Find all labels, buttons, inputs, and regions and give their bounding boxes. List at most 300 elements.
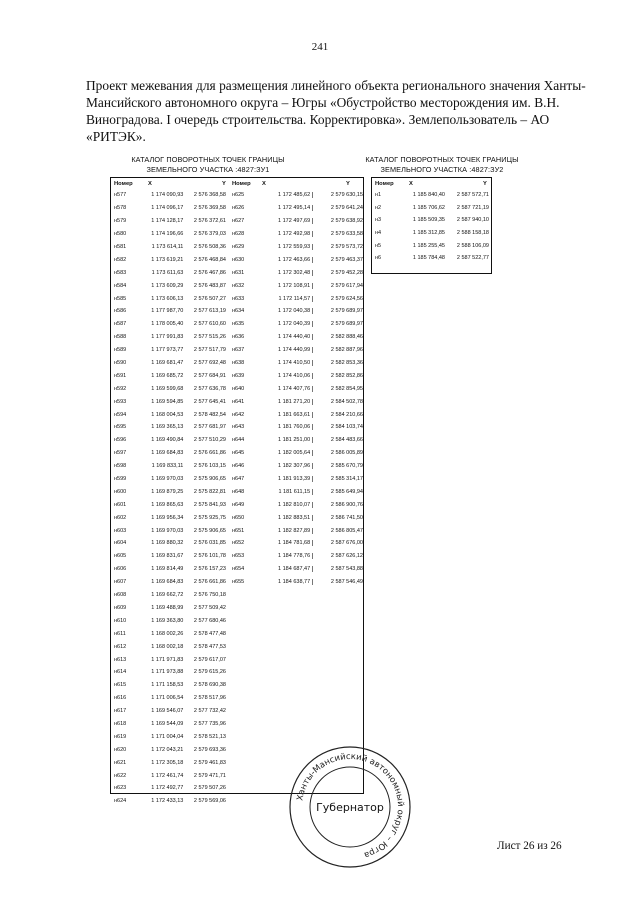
header-y: Y <box>222 180 226 187</box>
coord-x: 1 182 810,07 <box>278 501 311 508</box>
coord-x: 1 172 495,14 <box>278 205 311 212</box>
coord-x: 1 169 833,11 <box>151 463 184 470</box>
coord-y: 2 579 689,97 <box>312 321 363 327</box>
coord-x: 1 181 663,61 <box>278 411 311 418</box>
coord-x: 1 169 970,03 <box>151 527 184 534</box>
table-row <box>229 395 363 408</box>
coord-y: 2 582 852,86 <box>312 373 363 379</box>
coord-y: 2 587 721,19 <box>456 204 489 211</box>
point-number: н587 <box>114 321 127 328</box>
coord-x: 1 174 410,50 <box>278 360 311 367</box>
coord-x: 1 184 687,47 <box>278 566 311 573</box>
governor-seal <box>287 744 413 870</box>
document-title: Проект межевания для размещения линейного объекта регионального значения Ханты-Мансийского автономного округа – Югры «Обустройство месторождения им. В.Н. Виноградова. I очередь строительства. Корректировка». Землепользователь – АО «РИТЭК». <box>86 78 586 144</box>
table-row <box>111 395 226 408</box>
coord-x: 1 168 004,53 <box>151 411 184 418</box>
point-number: н584 <box>114 282 127 289</box>
coord-x: 1 177 991,83 <box>151 334 184 341</box>
table-row <box>229 357 363 370</box>
table-row <box>111 279 226 292</box>
coord-x: 1 181 251,00 <box>278 437 311 444</box>
table-row <box>111 344 226 357</box>
coord-x: 1 169 365,13 <box>151 424 184 431</box>
point-number: н590 <box>114 360 127 367</box>
coord-x: 1 169 544,09 <box>151 720 184 727</box>
table-row <box>229 550 363 563</box>
catalog2-caption-line2: ЗЕМЕЛЬНОГО УЧАСТКА :4827:ЗУ2 <box>380 165 504 174</box>
point-number: н651 <box>232 527 245 534</box>
coord-x: 1 185 255,45 <box>412 242 445 249</box>
coord-x: 1 169 831,67 <box>151 553 184 560</box>
table-row <box>111 589 226 602</box>
table-row <box>229 189 363 202</box>
coord-y: 2 579 693,36 <box>193 746 226 753</box>
coord-y: 2 576 483,87 <box>193 282 226 289</box>
table-row <box>111 473 226 486</box>
table-row <box>229 498 363 511</box>
coord-x: 1 184 638,77 <box>278 579 311 586</box>
catalog1-caption-line2: ЗЕМЕЛЬНОГО УЧАСТКА :4827:ЗУ1 <box>146 165 270 174</box>
catalog1-caption <box>108 155 308 175</box>
point-number: н635 <box>232 321 245 328</box>
point-number: н645 <box>232 450 245 457</box>
coord-x: 1 169 594,85 <box>151 398 184 405</box>
seal-center-text: Губернатор <box>316 801 384 814</box>
table-row <box>372 252 491 265</box>
coord-y: 2 588 158,18 <box>456 230 489 237</box>
coord-y: 2 585 670,79 <box>312 463 363 469</box>
coord-y: 2 582 888,46 <box>312 334 363 340</box>
header-x: X <box>262 180 266 187</box>
coord-y: 2 575 841,93 <box>193 501 226 508</box>
table-row <box>229 253 363 266</box>
table-row <box>111 782 226 795</box>
catalog2-rows <box>372 189 491 265</box>
coord-y: 2 577 610,60 <box>193 321 226 328</box>
point-number: н599 <box>114 476 127 483</box>
coord-y: 2 579 689,97 <box>312 308 363 314</box>
table-row <box>111 266 226 279</box>
point-number: н577 <box>114 192 127 199</box>
point-number: н607 <box>114 579 127 586</box>
point-number: н606 <box>114 566 127 573</box>
table-row <box>229 460 363 473</box>
coord-y: 2 586 741,50 <box>312 515 363 521</box>
coord-y: 2 579 615,26 <box>193 669 226 676</box>
point-number: н593 <box>114 398 127 405</box>
coord-x: 1 172 043,21 <box>151 746 184 753</box>
point-number: н4 <box>375 230 382 237</box>
coord-x: 1 169 546,07 <box>151 708 184 715</box>
table-row <box>111 795 226 808</box>
catalog2-column <box>372 178 491 265</box>
catalog1-right-rows <box>229 189 363 589</box>
coord-y: 2 577 517,79 <box>193 347 226 354</box>
table-row <box>111 627 226 640</box>
coord-x: 1 171 004,04 <box>151 733 184 740</box>
point-number: н578 <box>114 205 127 212</box>
point-number: н652 <box>232 540 245 547</box>
catalog2-header <box>372 178 491 189</box>
point-number: н650 <box>232 514 245 521</box>
coord-y: 2 584 103,74 <box>312 424 363 430</box>
point-number: н641 <box>232 398 245 405</box>
coord-x: 1 174 410,06 <box>278 372 311 379</box>
header-number: Номер <box>114 180 133 187</box>
coord-y: 2 576 508,36 <box>193 244 226 250</box>
point-number: н634 <box>232 308 245 315</box>
table-row <box>111 460 226 473</box>
coord-x: 1 181 913,39 <box>278 476 311 483</box>
coord-x: 1 172 497,69 <box>278 218 311 225</box>
coord-x: 1 184 778,76 <box>278 553 311 560</box>
coord-y: 2 575 822,81 <box>193 488 226 495</box>
point-number: н585 <box>114 295 127 302</box>
point-number: н644 <box>232 437 245 444</box>
point-number: н581 <box>114 244 127 250</box>
coord-x: 1 169 681,47 <box>151 360 184 367</box>
point-number: н630 <box>232 256 245 263</box>
coord-x: 1 177 973,77 <box>151 347 184 354</box>
table-row <box>111 524 226 537</box>
point-number: н625 <box>232 192 245 199</box>
point-number: н603 <box>114 527 127 534</box>
point-number: н594 <box>114 411 127 418</box>
point-number: н631 <box>232 269 245 276</box>
coord-x: 1 182 005,64 <box>278 450 311 457</box>
coord-y: 2 579 624,56 <box>312 296 363 302</box>
point-number: н605 <box>114 553 127 560</box>
coord-x: 1 169 865,63 <box>151 501 184 508</box>
table-row <box>372 227 491 240</box>
coord-x: 1 169 814,49 <box>151 566 184 573</box>
table-row <box>111 202 226 215</box>
page-number: 241 <box>311 41 329 53</box>
catalog1-left-column <box>111 178 226 808</box>
coord-x: 1 169 684,83 <box>151 579 184 586</box>
table-row <box>111 756 226 769</box>
coord-y: 2 586 900,76 <box>312 502 363 508</box>
coord-y: 2 578 690,38 <box>193 682 226 689</box>
coord-y: 2 579 638,92 <box>312 218 363 224</box>
point-number: н609 <box>114 604 127 611</box>
point-number: н620 <box>114 746 127 753</box>
table-row <box>372 189 491 202</box>
coord-x: 1 172 114,57 <box>278 295 311 302</box>
coord-y: 2 585 649,94 <box>312 489 363 495</box>
point-number: н5 <box>375 242 382 249</box>
header-number: Номер <box>375 180 394 187</box>
table-row <box>229 485 363 498</box>
coord-y: 2 579 507,26 <box>193 785 226 792</box>
coord-x: 1 174 096,17 <box>151 205 184 212</box>
coord-y: 2 578 517,96 <box>193 695 226 702</box>
point-number: н611 <box>114 630 126 637</box>
coord-x: 1 171 973,88 <box>151 669 184 676</box>
table-row <box>229 305 363 318</box>
catalog1-table <box>110 177 364 805</box>
coord-y: 2 576 372,61 <box>193 218 226 225</box>
table-row <box>229 202 363 215</box>
coord-x: 1 169 879,25 <box>151 488 184 495</box>
point-number: н643 <box>232 424 245 431</box>
coord-y: 2 577 613,19 <box>193 308 226 315</box>
table-row <box>229 292 363 305</box>
point-number: н622 <box>114 772 127 779</box>
table-row <box>111 511 226 524</box>
point-number: н623 <box>114 785 127 792</box>
coord-x: 1 185 784,48 <box>412 255 445 262</box>
coord-x: 1 185 840,40 <box>412 192 445 199</box>
table-row <box>229 563 363 576</box>
table-row <box>111 369 226 382</box>
point-number: н6 <box>375 255 382 262</box>
coord-y: 2 587 546,49 <box>312 579 363 585</box>
header-x: X <box>148 180 152 187</box>
table-row <box>111 305 226 318</box>
coord-x: 1 169 880,32 <box>151 540 184 547</box>
table-row <box>229 408 363 421</box>
table-row <box>229 511 363 524</box>
coord-y: 2 575 906,65 <box>193 476 226 483</box>
point-number: н589 <box>114 347 127 354</box>
coord-y: 2 576 661,86 <box>193 579 226 586</box>
coord-x: 1 169 599,68 <box>151 385 184 392</box>
coord-y: 2 577 645,41 <box>193 398 226 405</box>
coord-x: 1 169 363,80 <box>151 617 184 624</box>
coord-y: 2 584 502,78 <box>312 399 363 405</box>
coord-x: 1 172 040,39 <box>278 321 311 328</box>
coord-y: 2 579 633,58 <box>312 231 363 237</box>
point-number: н646 <box>232 463 245 470</box>
coord-x: 1 181 271,20 <box>278 398 311 405</box>
point-number: н602 <box>114 514 127 521</box>
coord-x: 1 184 781,68 <box>278 540 311 547</box>
coord-y: 2 584 210,66 <box>312 412 363 418</box>
table-row <box>111 692 226 705</box>
table-row <box>229 473 363 486</box>
seal-ring-textpath: Ханты-Мансийский автономный округ – Югра <box>295 751 406 860</box>
table-row <box>111 718 226 731</box>
coord-y: 2 576 467,86 <box>193 269 226 276</box>
table-row <box>111 357 226 370</box>
coord-x: 1 169 662,72 <box>151 592 184 599</box>
coord-y: 2 576 103,15 <box>193 463 226 470</box>
coord-y: 2 579 573,72 <box>312 244 363 250</box>
coord-y: 2 587 940,10 <box>456 217 489 224</box>
coord-y: 2 577 732,42 <box>193 708 226 715</box>
point-number: н597 <box>114 450 127 457</box>
table-row <box>111 408 226 421</box>
point-number: н638 <box>232 360 245 367</box>
table-row <box>229 241 363 254</box>
point-number: н614 <box>114 669 127 676</box>
point-number: н654 <box>232 566 245 573</box>
coord-x: 1 174 128,17 <box>151 218 184 225</box>
coord-y: 2 587 572,71 <box>456 192 489 199</box>
coord-y: 2 576 661,86 <box>193 450 226 457</box>
point-number: н612 <box>114 643 127 650</box>
table-row <box>111 576 226 589</box>
sheet-label: Лист 26 из 26 <box>497 840 562 852</box>
coord-x: 1 182 307,96 <box>278 463 311 470</box>
point-number: н582 <box>114 256 127 263</box>
coord-y: 2 576 468,84 <box>193 256 226 263</box>
coord-x: 1 185 312,85 <box>412 230 445 237</box>
point-number: н580 <box>114 231 127 238</box>
table-row <box>111 653 226 666</box>
catalog2-caption-line1: КАТАЛОГ ПОВОРОТНЫХ ТОЧЕК ГРАНИЦЫ <box>365 155 519 164</box>
coord-x: 1 182 883,51 <box>278 514 311 521</box>
table-row <box>111 537 226 550</box>
table-row <box>111 769 226 782</box>
point-number: н621 <box>114 759 127 766</box>
coord-y: 2 577 684,91 <box>193 372 226 379</box>
coord-x: 1 172 559,93 <box>278 244 311 250</box>
coord-y: 2 582 887,96 <box>312 347 363 353</box>
table-row <box>229 344 363 357</box>
table-row <box>229 434 363 447</box>
coord-x: 1 171 006,54 <box>151 695 184 702</box>
point-number: н604 <box>114 540 127 547</box>
coord-x: 1 169 956,34 <box>151 514 184 521</box>
table-row <box>229 524 363 537</box>
coord-y: 2 584 483,66 <box>312 437 363 443</box>
catalog2-caption <box>342 155 542 175</box>
coord-y: 2 582 854,95 <box>312 386 363 392</box>
catalog1-left-header <box>111 178 226 189</box>
point-number: н615 <box>114 682 127 689</box>
coord-x: 1 171 158,53 <box>151 682 184 689</box>
coord-x: 1 172 492,77 <box>151 785 184 792</box>
coord-y: 2 579 617,94 <box>312 283 363 289</box>
coord-y: 2 587 626,12 <box>312 553 363 559</box>
catalog1-left-rows <box>111 189 226 808</box>
coord-x: 1 171 971,83 <box>151 656 184 663</box>
coord-y: 2 579 641,24 <box>312 205 363 211</box>
point-number: н640 <box>232 385 245 392</box>
coord-x: 1 168 002,18 <box>151 643 184 650</box>
table-row <box>229 421 363 434</box>
coord-x: 1 174 090,93 <box>151 192 184 199</box>
table-row <box>111 434 226 447</box>
table-row <box>372 239 491 252</box>
coord-y: 2 587 543,88 <box>312 566 363 572</box>
table-row <box>111 563 226 576</box>
coord-y: 2 575 906,65 <box>193 527 226 534</box>
table-row <box>229 215 363 228</box>
coord-x: 1 185 509,35 <box>412 217 445 224</box>
coord-x: 1 172 040,38 <box>278 308 311 315</box>
coord-y: 2 577 681,97 <box>193 424 226 431</box>
coord-y: 2 588 106,09 <box>456 242 489 249</box>
coord-y: 2 578 477,53 <box>193 643 226 650</box>
point-number: н627 <box>232 218 245 225</box>
coord-x: 1 173 619,21 <box>151 256 184 263</box>
table-row <box>111 189 226 202</box>
point-number: н601 <box>114 501 127 508</box>
point-number: н1 <box>375 192 382 199</box>
coord-x: 1 174 196,66 <box>151 231 184 238</box>
coord-y: 2 577 515,26 <box>193 334 226 341</box>
point-number: н613 <box>114 656 127 663</box>
coord-y: 2 582 853,36 <box>312 360 363 366</box>
table-row <box>372 214 491 227</box>
coord-y: 2 587 676,00 <box>312 540 363 546</box>
coord-y: 2 579 452,28 <box>312 270 363 276</box>
point-number: н632 <box>232 282 245 289</box>
table-row <box>111 602 226 615</box>
coord-y: 2 578 521,13 <box>193 733 226 740</box>
table-row <box>111 743 226 756</box>
point-number: н637 <box>232 347 245 354</box>
catalog1-right-column <box>229 178 363 589</box>
point-number: н596 <box>114 437 127 444</box>
point-number: н642 <box>232 411 245 418</box>
coord-y: 2 579 630,15 <box>312 192 363 198</box>
point-number: н608 <box>114 592 127 599</box>
coord-x: 1 181 611,15 <box>278 488 311 495</box>
point-number: н600 <box>114 488 127 495</box>
table-row <box>111 292 226 305</box>
coord-x: 1 169 970,03 <box>151 476 184 483</box>
coord-y: 2 576 031,85 <box>193 540 226 547</box>
coord-y: 2 576 101,78 <box>193 553 226 560</box>
point-number: н583 <box>114 269 127 276</box>
point-number: н592 <box>114 385 127 392</box>
coord-y: 2 586 805,47 <box>312 528 363 534</box>
header-x: X <box>409 180 413 187</box>
table-row <box>229 576 363 589</box>
coord-x: 1 178 005,40 <box>151 321 184 328</box>
coord-x: 1 169 684,83 <box>151 450 184 457</box>
coord-y: 2 578 482,54 <box>193 411 226 418</box>
table-row <box>111 550 226 563</box>
coord-x: 1 173 606,13 <box>151 295 184 302</box>
table-row <box>111 666 226 679</box>
point-number: н586 <box>114 308 127 315</box>
coord-x: 1 172 305,18 <box>151 759 184 766</box>
coord-y: 2 576 157,23 <box>193 566 226 573</box>
coord-x: 1 172 433,13 <box>151 798 184 805</box>
coord-x: 1 174 407,76 <box>278 385 311 392</box>
catalog1-caption-line1: КАТАЛОГ ПОВОРОТНЫХ ТОЧЕК ГРАНИЦЫ <box>131 155 285 164</box>
point-number: н648 <box>232 488 245 495</box>
table-row <box>229 318 363 331</box>
coord-y: 2 579 569,06 <box>193 798 226 805</box>
point-number: н598 <box>114 463 127 470</box>
table-row <box>111 215 226 228</box>
point-number: н588 <box>114 334 127 341</box>
point-number: н639 <box>232 372 245 379</box>
coord-y: 2 576 379,03 <box>193 231 226 238</box>
coord-x: 1 173 611,63 <box>151 269 184 276</box>
coord-y: 2 577 735,96 <box>193 720 226 727</box>
table-row <box>229 279 363 292</box>
coord-x: 1 173 614,11 <box>151 244 184 250</box>
coord-y: 2 577 509,42 <box>193 604 226 611</box>
coord-x: 1 182 827,89 <box>278 527 311 534</box>
point-number: н617 <box>114 708 127 715</box>
point-number: н610 <box>114 617 127 624</box>
table-row <box>229 447 363 460</box>
table-row <box>111 331 226 344</box>
point-number: н3 <box>375 217 382 224</box>
coord-x: 1 172 302,48 <box>278 269 311 276</box>
coord-x: 1 172 492,98 <box>278 231 311 238</box>
point-number: н624 <box>114 798 127 805</box>
table-row <box>111 421 226 434</box>
